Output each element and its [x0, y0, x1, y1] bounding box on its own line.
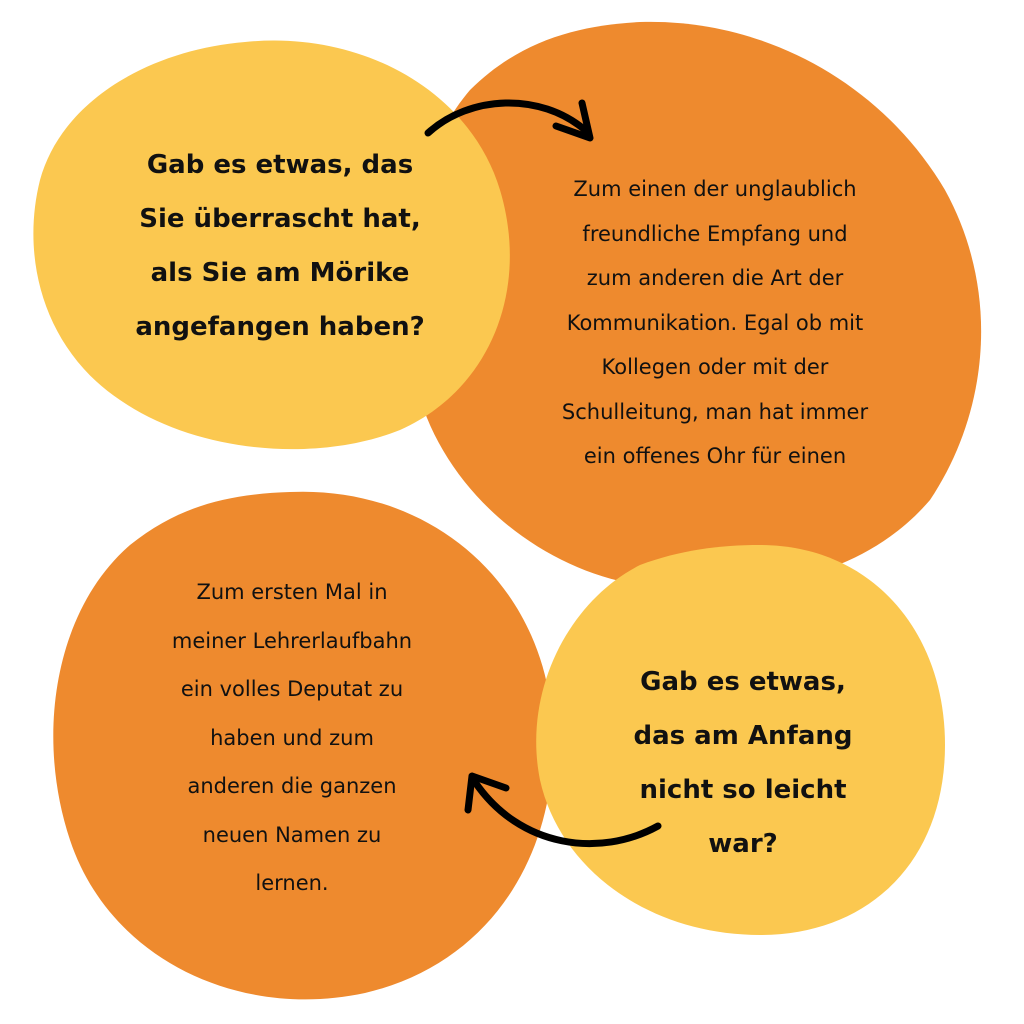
answer-1-line: zum anderen die Art der	[586, 266, 844, 290]
question-2-text	[593, 655, 893, 871]
answer-2-line: neuen Namen zu	[202, 822, 382, 847]
question-2-line: Gab es etwas,	[640, 667, 846, 697]
answer-2-line: ein volles Deputat zu	[180, 677, 404, 701]
answer-1-line: Schulleitung, man hat immer	[561, 399, 869, 424]
answer-1-line: freundliche Empfang und	[582, 221, 848, 246]
answer-2-text	[122, 568, 462, 908]
answer-2-line: Zum ersten Mal in	[196, 580, 388, 604]
answer-1-line: Zum einen der unglaublich	[573, 177, 857, 201]
question-2-line: nicht so leicht	[639, 775, 847, 805]
answer-2-line: lernen.	[255, 871, 329, 895]
question-1-line: Sie überrascht hat,	[139, 204, 421, 234]
answer-2-line: meiner Lehrerlaufbahn	[171, 628, 413, 653]
question-2-line: war?	[708, 829, 778, 859]
question-1-text	[85, 138, 475, 354]
question-2-line: das am Anfang	[633, 721, 853, 751]
question-1-line: als Sie am Mörike	[150, 258, 410, 288]
question-1-line: Gab es etwas, das	[146, 150, 414, 180]
answer-1-line: Kollegen oder mit der	[601, 355, 829, 379]
answer-1-line: ein offenes Ohr für einen	[583, 444, 847, 468]
question-1-line: angefangen haben?	[135, 312, 425, 342]
answer-2-line: anderen die ganzen	[187, 774, 397, 798]
answer-1-text	[505, 167, 925, 479]
answer-1-line: Kommunikation. Egal ob mit	[566, 310, 864, 335]
answer-2-line: haben und zum	[210, 725, 374, 750]
